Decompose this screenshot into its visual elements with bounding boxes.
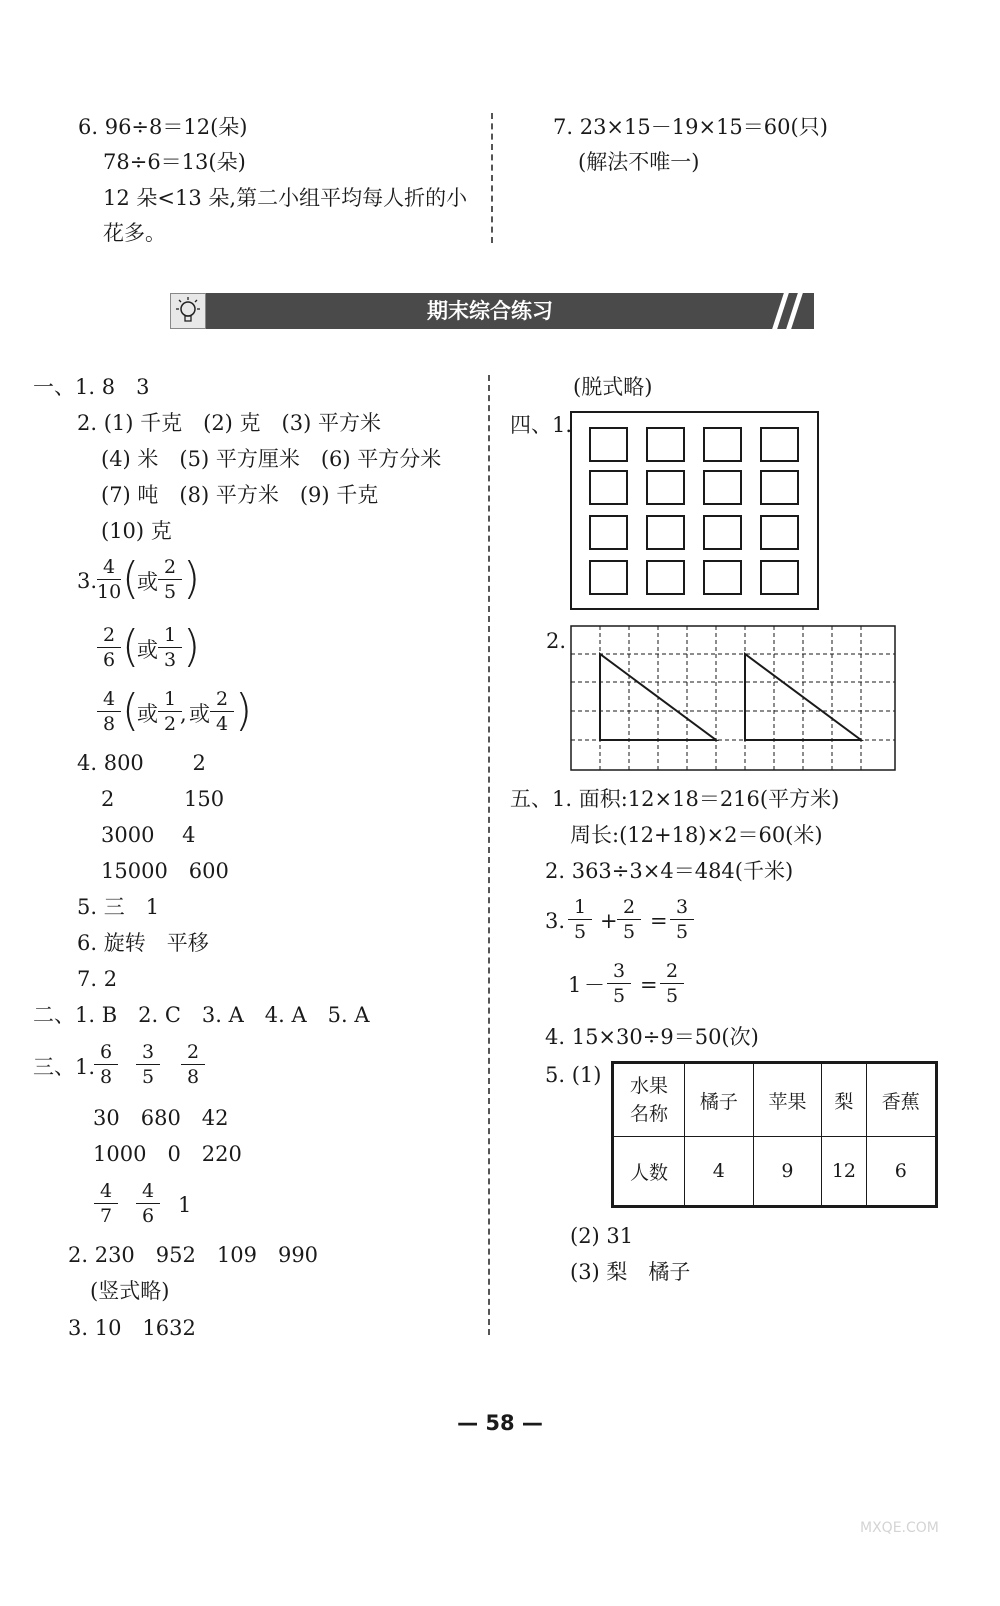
answer-5-5-label: 5. (1) (545, 1063, 602, 1087)
answer-3-3: 3. 10 1632 (68, 1316, 196, 1340)
fraction: $\frac{3}{5}$ (670, 896, 694, 943)
fraction: $\frac{1}{5}$ (568, 896, 592, 943)
answer-1-4-line2: 2 150 (101, 787, 225, 811)
answer-1-2-line3: (7) 吨 (8) 平方米 (9) 千克 (101, 483, 379, 507)
plus-sign: + (600, 909, 618, 933)
banner-title: 期末综合练习 (427, 299, 553, 323)
fraction: $\frac{2}{6}$ (97, 624, 121, 671)
fraction: $\frac{4}{10}$ (97, 556, 122, 603)
table-row (613, 1063, 937, 1137)
fraction: $\frac{4}{8}$ (97, 688, 121, 735)
answer-5-2: 2. 363÷3×4＝484(千米) (545, 859, 794, 883)
answer-1-4-line4: 15000 600 (101, 859, 229, 883)
fraction: $\frac{6}{8}$ (94, 1041, 118, 1088)
table-row (613, 1137, 937, 1207)
top-answer-6-line3: 12 朵<13 朵,第二小组平均每人折的小 (103, 186, 468, 210)
answer-2: 二、1. B 2. C 3. A 4. A 5. A (33, 1003, 370, 1027)
answer-5-5-part2: (2) 31 (570, 1224, 634, 1248)
table-cell: 12 (822, 1137, 866, 1207)
fraction: $\frac{2}{5}$ (158, 556, 182, 603)
fraction: $\frac{4}{7}$ (94, 1180, 118, 1227)
answer-1-1: 一、1. 8 3 (33, 375, 150, 399)
top-answer-6-line1: 6. 96÷8＝12(朵) (78, 115, 248, 139)
answer-1-6: 6. 旋转 平移 (77, 931, 209, 955)
answer-1-2-line2: (4) 米 (5) 平方厘米 (6) 平方分米 (101, 447, 442, 471)
left-paren: ( (122, 621, 140, 672)
equals-sign: = (650, 909, 668, 933)
answer-3-1-row2: 30 680 42 (93, 1106, 229, 1130)
answer-1-2-line4: (10) 克 (101, 519, 172, 543)
top-column-divider (491, 113, 493, 243)
section-banner (170, 293, 815, 329)
fraction: $\frac{3}{5}$ (607, 960, 631, 1007)
table-header-cell: 苹果 (753, 1063, 822, 1137)
square-pattern-figure (570, 411, 820, 611)
answer-3-2-note: (竖式略) (90, 1279, 170, 1303)
answer-5-1-line1: 五、1. 面积:12×18＝216(平方米) (510, 787, 840, 811)
answer-3-1-label: 三、1. (33, 1055, 96, 1079)
fruit-survey-table (611, 1061, 938, 1208)
fraction: $\frac{4}{6}$ (136, 1180, 160, 1227)
fraction: $\frac{2}{8}$ (181, 1041, 205, 1088)
or-text: 或 (189, 702, 210, 726)
fraction: $\frac{2}{5}$ (660, 960, 684, 1007)
triangle-grid-figure (570, 625, 900, 775)
answer-5-5-part3: (3) 梨 橘子 (570, 1260, 691, 1284)
answer-3-2: 2. 230 952 109 990 (68, 1243, 319, 1267)
answer-3-1-value: 1 (178, 1193, 192, 1217)
table-header-cell: 橘子 (685, 1063, 754, 1137)
minus-sign: － (584, 973, 605, 997)
answer-1-5: 5. 三 1 (77, 895, 160, 919)
table-cell: 4 (685, 1137, 754, 1207)
answer-4-1-label: 四、1. (510, 413, 573, 437)
fraction: $\frac{2}{5}$ (617, 896, 641, 943)
left-paren: ( (122, 685, 140, 736)
answer-5-3-label: 3. (545, 909, 566, 933)
one-value: 1 (568, 973, 582, 997)
table-cell: 6 (866, 1137, 936, 1207)
table-cell: 人数 (613, 1137, 685, 1207)
answer-1-7: 7. 2 (77, 967, 118, 991)
equals-sign: = (640, 973, 658, 997)
answer-1-4-line3: 3000 4 (101, 823, 196, 847)
right-paren: ) (235, 685, 253, 736)
answer-1-3-label: 3. (77, 569, 98, 593)
right-paren: ) (183, 553, 201, 604)
watermark: MXQE.COM (860, 1520, 939, 1536)
fraction: $\frac{1}{2}$ (158, 688, 182, 735)
answer-1-2-line1: 2. (1) 千克 (2) 克 (3) 平方米 (77, 411, 381, 435)
answer-4-2-label: 2. (546, 629, 567, 653)
fraction: $\frac{3}{5}$ (136, 1041, 160, 1088)
right-paren: ) (183, 621, 201, 672)
answer-3-1-row3: 1000 0 220 (93, 1142, 242, 1166)
table-header-cell: 香蕉 (866, 1063, 936, 1137)
fraction: $\frac{2}{4}$ (210, 688, 234, 735)
top-answer-6-line2: 78÷6＝13(朵) (103, 150, 246, 174)
top-answer-7-line1: 7. 23×15－19×15＝60(只) (553, 115, 828, 139)
or-text: 或 (137, 638, 158, 662)
answer-5-4: 4. 15×30÷9＝50(次) (545, 1025, 759, 1049)
page-number: — 58 — (457, 1411, 543, 1435)
table-header-cell: 水果 名称 (613, 1063, 685, 1137)
main-column-divider (488, 375, 490, 1335)
or-text: 或 (137, 702, 158, 726)
top-answer-6-line4: 花多。 (103, 221, 166, 245)
table-header-cell: 梨 (822, 1063, 866, 1137)
comma-text: , (180, 702, 187, 726)
answer-1-4-line1: 4. 800 2 (77, 751, 206, 775)
fraction: $\frac{1}{3}$ (158, 624, 182, 671)
answer-5-1-line2: 周长:(12+18)×2＝60(米) (570, 823, 823, 847)
left-paren: ( (122, 553, 140, 604)
top-answer-7-line2: (解法不唯一) (578, 150, 700, 174)
answer-3-3-note: (脱式略) (573, 375, 653, 399)
or-text: 或 (137, 570, 158, 594)
table-cell: 9 (753, 1137, 822, 1207)
